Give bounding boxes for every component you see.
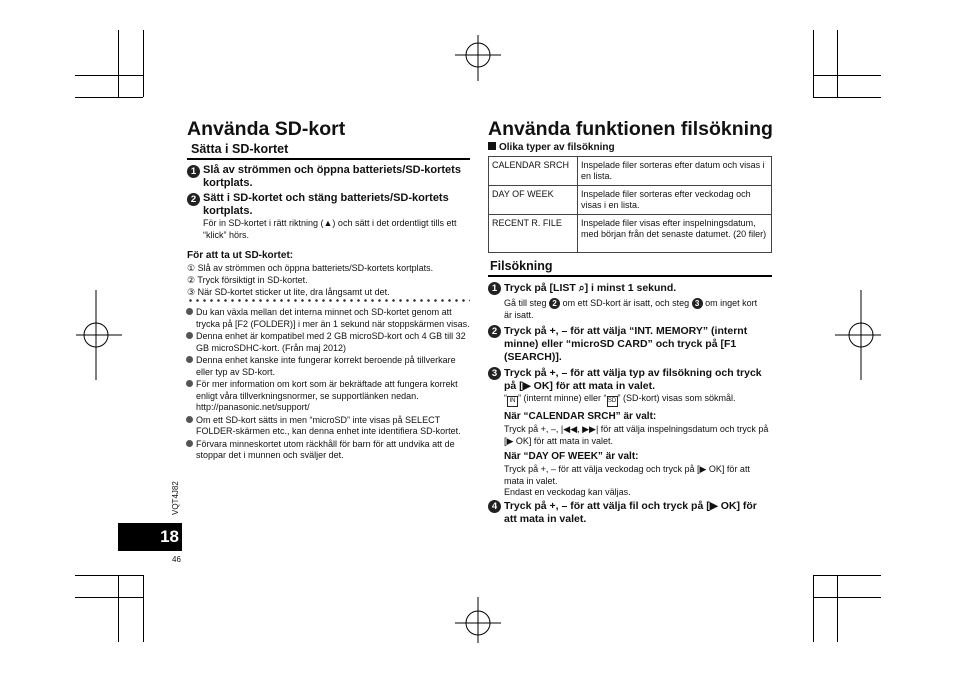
table-key: RECENT R. FILE — [489, 215, 578, 253]
calendar-heading: När “CALENDAR SRCH” är valt: — [504, 411, 657, 422]
note-text: Du kan växla mellan det interna minnet och SD-kortet genom att trycka på [F2 (FOLDER)] i mer än 1 sekund när stoppskärmen visas. — [196, 307, 470, 329]
types-heading-text: Olika typer av filsökning — [499, 142, 615, 153]
remove-item: ② Tryck försiktigt in SD-kortet. — [187, 275, 308, 285]
search-step-3 — [488, 367, 772, 393]
remove-item: ③ När SD-kortet sticker ut lite, dra långsamt ut det. — [187, 287, 390, 297]
registration-mark-bottom — [455, 597, 501, 643]
table-desc: Inspelade filer visas efter inspelningsdatum, med början från det senaste datumet. (20 filer) — [578, 215, 772, 253]
crop-mark — [118, 575, 119, 642]
search-step-2-text: Tryck på +, – för att välja “INT. MEMORY” (internt minne) eller “microSD CARD” och tryck på [F1 (SEARCH)]. — [504, 325, 748, 363]
note-text: Förvara minneskortet utom räckhåll för barn för att undvika att de stoppar det i munnen och sväljer det. — [196, 438, 455, 460]
crop-mark — [75, 575, 143, 576]
table-key: DAY OF WEEK — [489, 186, 578, 215]
table-row — [489, 186, 772, 215]
note-item — [186, 415, 471, 438]
search-types-table — [488, 156, 772, 253]
bullet-icon — [186, 416, 193, 423]
crop-mark — [75, 97, 143, 98]
note-part: om inget kort är isatt. — [504, 298, 758, 320]
step-1 — [187, 164, 470, 190]
note-text: Denna enhet är kompatibel med 2 GB microSD-kort och 4 GB till 32 GB microSDHC-kort. (Från maj 2012) — [196, 331, 466, 353]
crop-mark — [75, 597, 143, 598]
calendar-text: Tryck på +, –, |◀◀, ▶▶| för att välja inspelningsdatum och tryck på [▶ OK] för att mata in valet. — [504, 424, 769, 446]
note-part: om ett SD-kort är isatt, och steg — [562, 298, 690, 308]
sd-card-icon: SD — [607, 396, 618, 407]
step-number-icon: 1 — [488, 282, 501, 295]
crop-mark — [143, 575, 144, 642]
step-3-ref-icon: 3 — [692, 298, 703, 309]
note-part: (internt minne) eller — [523, 393, 602, 403]
table-key: CALENDAR SRCH — [489, 157, 578, 186]
types-heading — [488, 142, 615, 153]
search-step-3-text: Tryck på +, – för att välja typ av filsökning och tryck på [▶ OK] för att mata in valet. — [504, 367, 762, 392]
step-2-note: För in SD-kortet i rätt riktning (▲) och sätt i det ordentligt tills ett “klick” hörs. — [203, 218, 457, 240]
left-title: Använda SD-kort — [187, 118, 346, 140]
table-row — [489, 157, 772, 186]
search-step-4 — [488, 500, 772, 526]
square-bullet-icon — [488, 142, 496, 150]
crop-mark — [813, 575, 814, 642]
search-step-1-text: Tryck på [LIST ⌕] i minst 1 sekund. — [504, 282, 677, 294]
step-2-text: Sätt i SD-kortet och stäng batteriets/SD-kortets kortplats. — [203, 192, 449, 217]
dow-heading: När “DAY OF WEEK” är valt: — [504, 451, 639, 462]
crop-mark — [813, 97, 881, 98]
table-desc: Inspelade filer sorteras efter veckodag och visas i en lista. — [578, 186, 772, 215]
search-heading: Filsökning — [490, 259, 553, 273]
left-rule — [187, 158, 470, 160]
note-part: Gå till steg — [504, 298, 547, 308]
notes-list — [186, 307, 471, 462]
search-step-1 — [488, 282, 772, 295]
model-code: VQT4J82 — [171, 481, 180, 515]
dow-text-2: Endast en veckodag kan väljas. — [504, 487, 631, 497]
registration-mark-left — [76, 290, 122, 380]
step-2 — [187, 192, 470, 218]
remove-item: ① Slå av strömmen och öppna batteriets/SD-kortets kortplats. — [187, 263, 434, 273]
step-number-icon: 3 — [488, 367, 501, 380]
table-desc: Inspelade filer sorteras efter datum och visas i en lista. — [578, 157, 772, 186]
right-title: Använda funktionen filsökning — [488, 118, 773, 140]
crop-mark — [813, 597, 881, 598]
note-item — [186, 355, 471, 378]
bullet-icon — [186, 380, 193, 387]
dow-text: Tryck på +, – för att välja veckodag och tryck på [▶ OK] för att mata in valet. — [504, 464, 750, 486]
step-number-icon: 2 — [488, 325, 501, 338]
note-item — [186, 307, 471, 330]
table-row — [489, 215, 772, 253]
crop-mark — [75, 75, 143, 76]
step-1-text: Slå av strömmen och öppna batteriets/SD-kortets kortplats. — [203, 164, 461, 189]
crop-mark — [813, 575, 881, 576]
step-number-icon: 2 — [187, 193, 200, 206]
crop-mark — [813, 75, 881, 76]
left-subtitle: Sätta i SD-kortet — [191, 142, 289, 156]
page-number-box — [118, 523, 182, 551]
search-step-1-note — [504, 298, 766, 321]
bullet-icon — [186, 332, 193, 339]
dotted-divider — [187, 299, 470, 302]
step-number-icon: 4 — [488, 500, 501, 513]
note-item — [186, 379, 471, 414]
note-item — [186, 439, 471, 462]
sub-page-number: 46 — [172, 555, 181, 564]
remove-heading: För att ta ut SD-kortet: — [187, 250, 294, 261]
note-item — [186, 331, 471, 354]
note-part: (SD-kort) visas som sökmål. — [623, 393, 736, 403]
crop-mark — [837, 30, 838, 97]
crop-mark — [143, 30, 144, 97]
bullet-icon — [186, 356, 193, 363]
step-number-icon: 1 — [187, 165, 200, 178]
registration-mark-right — [835, 290, 881, 380]
registration-mark-top — [455, 35, 501, 81]
search-step-2 — [488, 325, 772, 364]
crop-mark — [837, 575, 838, 642]
right-rule — [488, 275, 772, 277]
crop-mark — [118, 30, 119, 97]
search-step-4-text: Tryck på +, – för att välja fil och tryck på [▶ OK] för att mata in valet. — [504, 500, 757, 525]
note-text: Denna enhet kanske inte fungerar korrekt beroende på tillverkare eller typ av SD-kort. — [196, 355, 456, 377]
note-text: För mer information om kort som är bekräftade att fungera korrekt enligt våra tillverkningsnormer, se supportlänken nedan. http://panasonic.net/support/ — [196, 379, 458, 412]
internal-memory-icon: IN — [507, 396, 518, 407]
note-text: Om ett SD-kort sätts in men “microSD” inte visas på SELECT FOLDER-skärmen etc., kan denna enhet inte identifiera SD-kortet. — [196, 414, 461, 436]
bullet-icon — [186, 440, 193, 447]
bullet-icon — [186, 308, 193, 315]
step-2-ref-icon: 2 — [549, 298, 560, 309]
crop-mark — [813, 30, 814, 97]
page-number: 18 — [160, 527, 179, 546]
search-step-3-note: “ IN ” (internt minne) eller “SD” (SD-kort) visas som sökmål. — [504, 393, 766, 407]
